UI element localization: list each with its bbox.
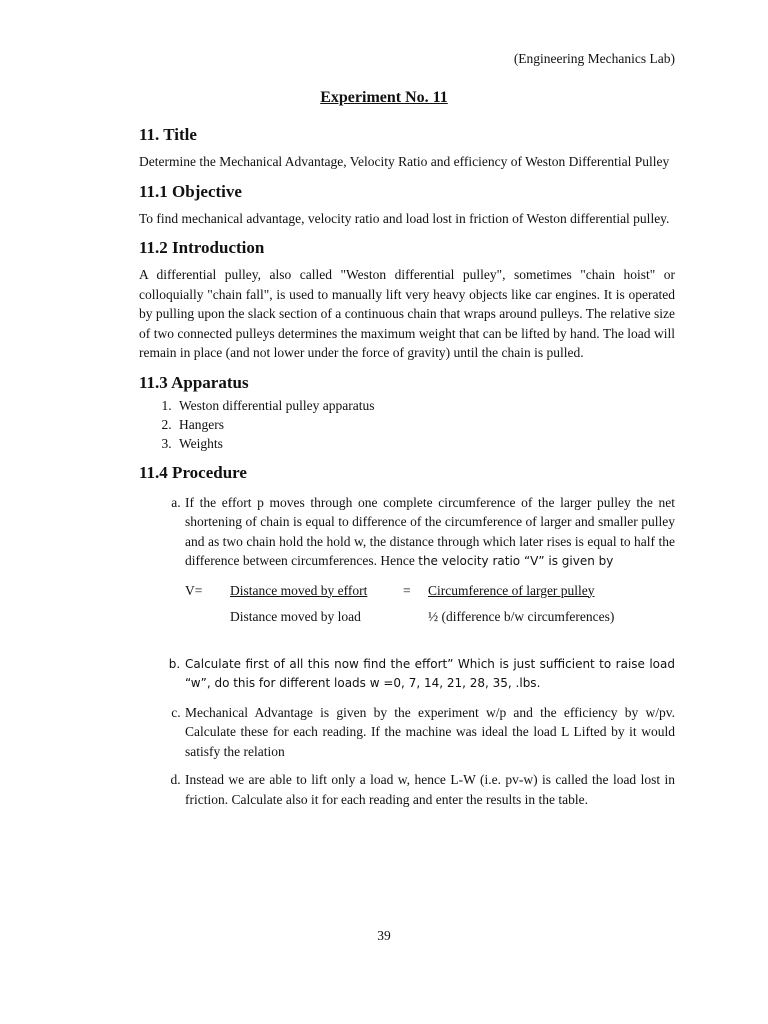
procedure-step-d: d. Instead we are able to lift only a load w, hence L-W (i.e. pv-w) is called the load lost in friction. Calculate also it for each reading and enter the results in the table. [184, 770, 675, 809]
objective-section [139, 181, 675, 229]
procedure-step-c: c. Mechanical Advantage is given by the experiment w/p and the efficiency by w/pv. Calculate these for each reading. If the machine was ideal the load L Lifted by it would satisfy the relation [184, 703, 675, 762]
procedure-list [139, 493, 675, 810]
title-text: Determine the Mechanical Advantage, Velocity Ratio and efficiency of Weston Differential Pulley [139, 154, 670, 169]
title-section [139, 124, 675, 172]
formula-numerator-left: Distance moved by effort [230, 582, 368, 598]
formula-lhs: V= [185, 582, 203, 598]
procedure-step-a-tail: the velocity ratio “V” is given by [418, 554, 614, 568]
experiment-title: Experiment No. 11 [320, 89, 448, 106]
page-number: 39 [377, 928, 391, 943]
apparatus-item: 3. Weights [175, 434, 675, 453]
objective-heading: 11.1 Objective [139, 181, 242, 201]
objective-text: To find mechanical advantage, velocity ratio and load lost in friction of Weston differential pulley. [139, 210, 670, 226]
document-body [139, 124, 675, 818]
apparatus-item: 1. Weston differential pulley apparatus [175, 396, 675, 415]
apparatus-section [139, 372, 675, 453]
apparatus-heading: 11.3 Apparatus [139, 372, 249, 392]
velocity-ratio-formula [185, 579, 675, 631]
procedure-step-a-text: If the effort p moves through one complete circumference of the larger pulley the net shortening of chain is equal to difference of the circumference of larger and smaller pulley and as two chain hold the hold w, the distance through which later rises is equal to half the difference between circumferences. Hence [185, 494, 675, 568]
formula-denominator-right: ½ (difference b/w circumferences) [428, 608, 615, 624]
procedure-step-b: b. Calculate first of all this now find the effort” Which is just sufficient to raise load “w”, do this for different loads w =0, 7, 14, 21, 28, 35, .lbs. [184, 655, 675, 694]
introduction-heading: 11.2 Introduction [139, 238, 265, 257]
formula-numerator-right: Circumference of larger pulley [428, 582, 595, 598]
introduction-section [139, 237, 675, 363]
procedure-step-a [184, 493, 675, 631]
procedure-heading: 11.4 Procedure [139, 462, 247, 482]
formula-denominator-left: Distance moved by load [230, 608, 361, 624]
procedure-section [139, 462, 675, 810]
formula-equals: = [403, 582, 411, 598]
apparatus-item: 2. Hangers [175, 415, 675, 434]
introduction-text: A differential pulley, also called "Weston differential pulley", sometimes "chain hoist" or colloquially "chain fall", is used to manually lift very heavy objects like car engines. It is operated by pulling upon the slack section of a continuous chain that wraps around pulleys. The relative size of two connected pulleys determines the maximum weight that can be lifted by hand. The load will remain in place (and not lower under the force of gravity) until the chain is pulled. [139, 267, 675, 360]
title-heading: 11. Title [139, 125, 197, 144]
apparatus-list [139, 396, 675, 453]
header-note: (Engineering Mechanics Lab) [513, 51, 675, 66]
